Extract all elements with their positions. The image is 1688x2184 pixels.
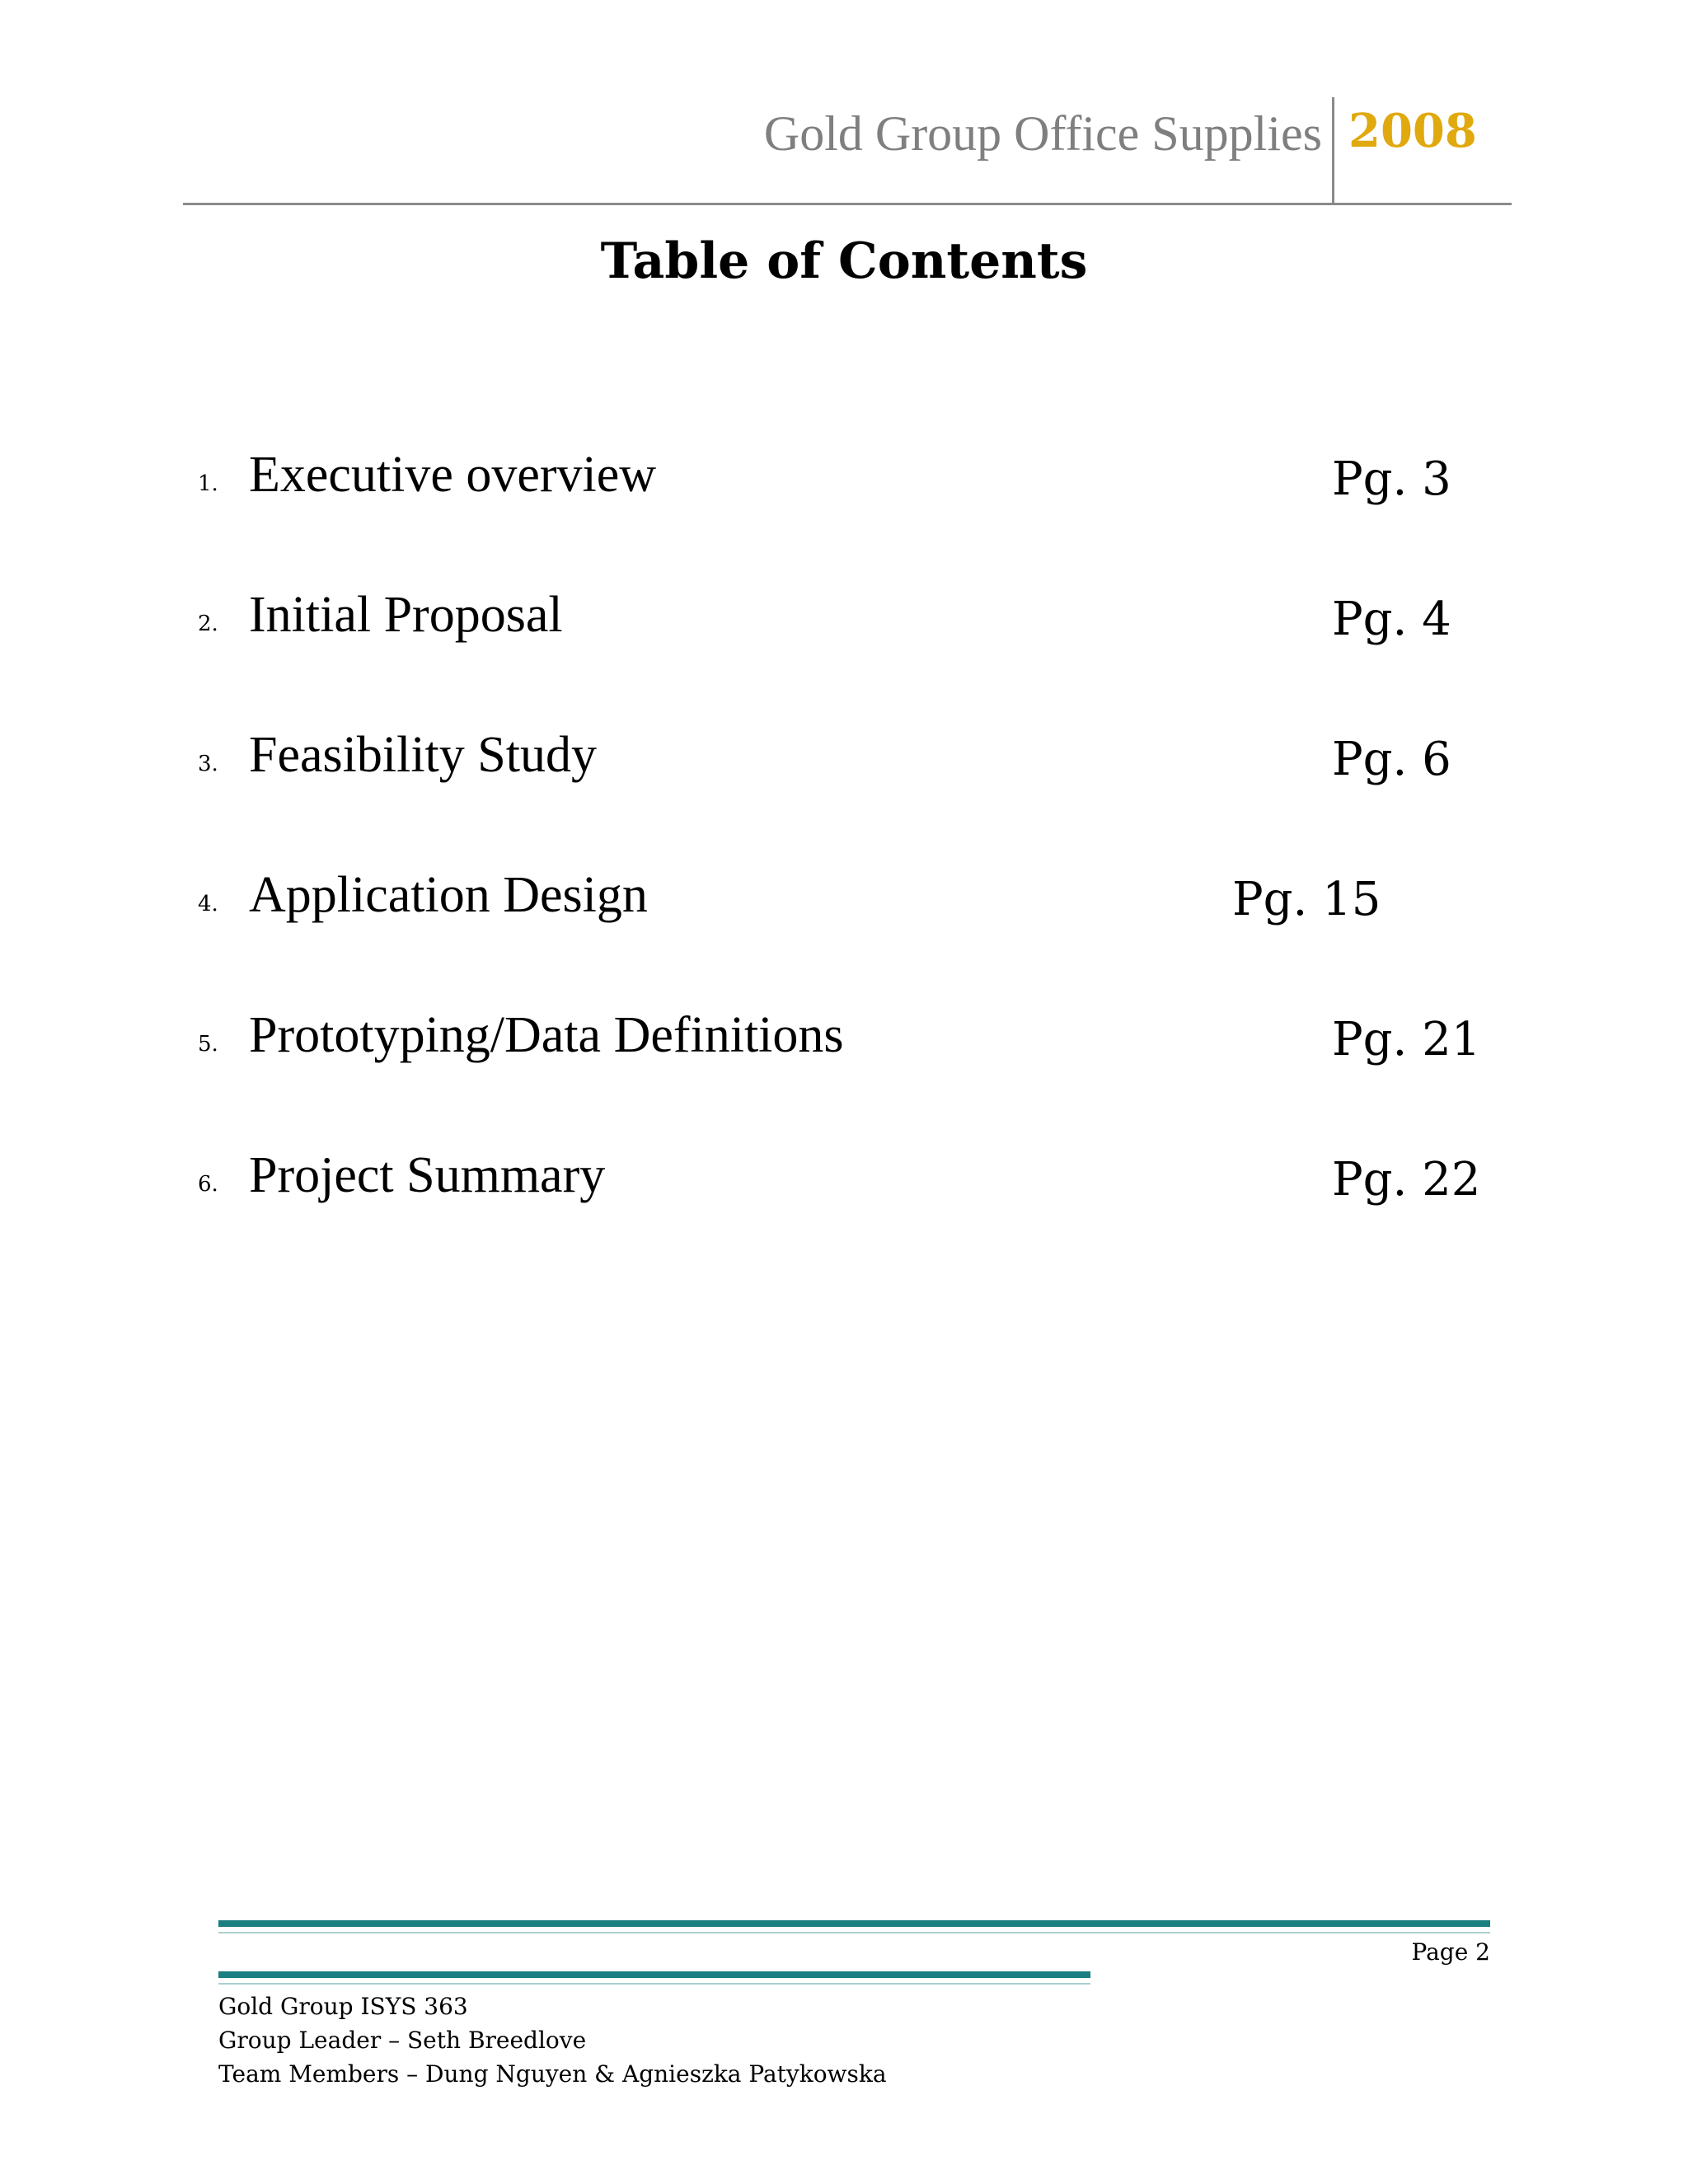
toc-item-label: Executive overview [249,447,657,503]
toc-item-page: Pg. 3 [1332,452,1451,506]
footer-rule-bottom-thin [218,1983,1090,1985]
toc-item [0,585,1688,651]
toc-item [0,865,1688,931]
toc-item-page: Pg. 4 [1332,593,1451,646]
toc-item-label: Feasibility Study [249,727,597,783]
footer-course: Gold Group ISYS 363 [218,1993,468,2020]
footer-rule-top [218,1920,1490,1927]
toc-item-label: Application Design [249,867,648,923]
toc-item-number: 2. [198,612,218,636]
toc-item-page: Pg. 22 [1332,1153,1481,1207]
toc-item-page: Pg. 15 [1232,873,1381,926]
toc-item [0,1005,1688,1071]
toc-item-number: 6. [198,1172,218,1197]
company-name: Gold Group Office Supplies [763,106,1322,161]
footer-group-leader: Group Leader – Seth Breedlove [218,2027,587,2054]
toc-item [0,445,1688,511]
toc-item-label: Prototyping/Data Definitions [249,1007,844,1063]
footer-team-members: Team Members – Dung Nguyen & Agnieszka Patykowska [218,2060,887,2088]
footer-rule-top-thin [218,1932,1490,1933]
toc-item-number: 4. [198,892,218,916]
footer-info [218,1990,887,2091]
toc-item-number: 3. [198,752,218,776]
footer-rule-bottom [218,1971,1090,1978]
page-number: Page 2 [1411,1938,1490,1966]
header-rule [183,203,1512,205]
toc-item-label: Initial Proposal [249,587,563,643]
header-divider [1332,97,1334,204]
toc-item-label: Project Summary [249,1147,606,1203]
toc-item-number: 1. [198,471,218,496]
toc-item [0,1146,1688,1212]
toc-item [0,725,1688,791]
toc-item-number: 5. [198,1032,218,1057]
toc-item-page: Pg. 6 [1332,733,1451,786]
toc-item-page: Pg. 21 [1332,1013,1481,1066]
page-title: Table of Contents [600,232,1088,290]
header-year: 2008 [1348,104,1477,158]
